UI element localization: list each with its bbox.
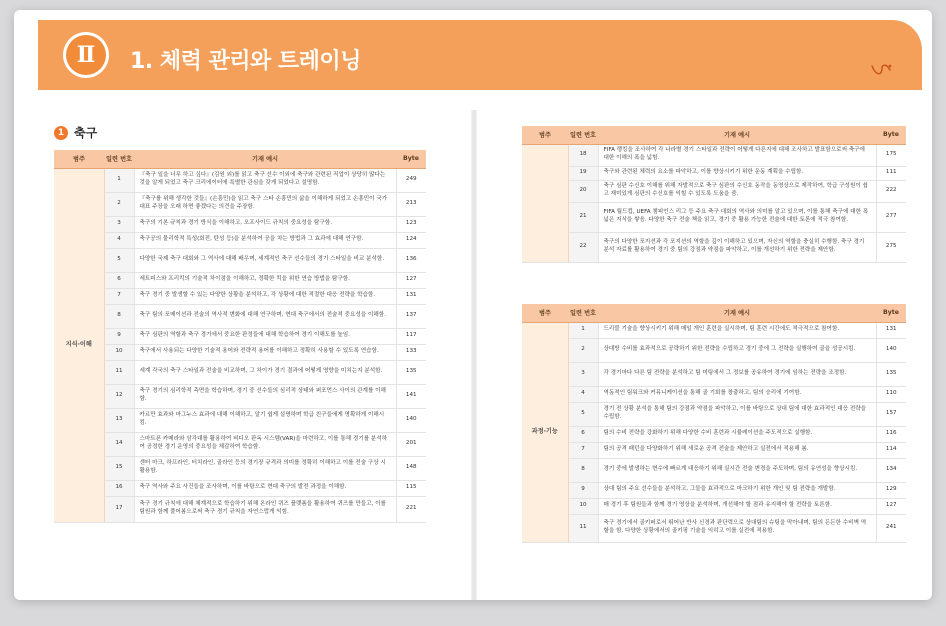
left-table (54, 150, 426, 523)
table-row (522, 482, 906, 498)
table-row (522, 322, 906, 338)
table-row (522, 338, 906, 362)
section-title: 축구 (74, 126, 98, 140)
table-row (54, 360, 426, 384)
row-byte: 141 (396, 384, 426, 408)
book-spread (14, 10, 932, 600)
col-category: 범주 (54, 150, 104, 168)
row-description: 상대 팀의 주요 선수들을 분석하고, 그들을 효과적으로 마크하기 위한 개인 및 팀 전략을 개발함. (598, 482, 876, 498)
row-number: 11 (568, 514, 598, 542)
row-description: 축구 경기 규칙에 대해 체계적으로 학습하기 위해 온라인 퀴즈 플랫폼을 활용하여 퀴즈를 만들고, 이를 팀원과 함께 풀어봄으로써 축구 경기 규칙을 자연스럽게 익힘. (134, 496, 396, 522)
row-number: 16 (104, 480, 134, 496)
row-description: 축구와 관련된 체력의 요소를 파악하고, 이를 향상시키기 위한 운동 계획을 수립함. (598, 166, 876, 180)
row-number: 8 (104, 304, 134, 328)
row-byte: 275 (876, 232, 906, 262)
category-cell (522, 144, 568, 262)
row-number: 4 (104, 232, 134, 248)
section-heading (54, 124, 97, 141)
page-spine (471, 110, 477, 600)
table-row (522, 458, 906, 482)
row-byte: 222 (876, 180, 906, 202)
row-byte: 136 (396, 248, 426, 272)
row-number: 21 (568, 202, 598, 232)
row-description: 축구 역사와 주요 사건들을 조사하며, 이를 바탕으로 현대 축구의 발전 과정을 이해함. (134, 480, 396, 496)
row-byte: 123 (396, 216, 426, 232)
row-number: 10 (104, 344, 134, 360)
row-description: 드리블 기술을 향상시키기 위해 매일 개인 훈련을 실시하며, 팀 훈련 시간에도 적극적으로 참여함. (598, 322, 876, 338)
table-row (54, 344, 426, 360)
row-number: 18 (568, 144, 598, 166)
table-header-row (522, 304, 906, 322)
col-no: 일련 번호 (568, 126, 598, 144)
row-number: 5 (104, 248, 134, 272)
table-row (54, 192, 426, 216)
row-byte: 111 (876, 166, 906, 180)
table-row (522, 202, 906, 232)
swirl-decoration-icon (870, 62, 892, 78)
table-row (54, 384, 426, 408)
table-row (522, 402, 906, 426)
table-row (522, 442, 906, 458)
row-number: 1 (104, 168, 134, 192)
row-description: FIFA 월드컵, UEFA 챔피언스 리그 등 주요 축구 대회의 역사와 의미를 알고 있으며, 이를 통해 축구에 대한 폭넓은 지식을 쌓음. 다양한 축구 전술 책을 읽고, 경기 중 활용 가능한 전술에 대한 토론에 적극 참여함. (598, 202, 876, 232)
row-number: 19 (568, 166, 598, 180)
row-description: 축구에서 사용되는 다양한 기술적 용어와 전략적 용어를 이해하고 정확히 사용할 수 있도록 연습함. (134, 344, 396, 360)
table-row (54, 168, 426, 192)
row-number: 10 (568, 498, 598, 514)
row-byte: 201 (396, 432, 426, 456)
table-row (54, 248, 426, 272)
row-number: 6 (568, 426, 598, 442)
row-byte: 124 (396, 232, 426, 248)
row-byte: 127 (396, 272, 426, 288)
row-description: 『축구 일을 너무 하고 싶다』(김원 외)를 읽고 축구 선수 이외에 축구와 관련된 직업이 상당히 많다는 것을 알게 되었고 축구 크리에이터에 특별한 관심을 갖게 되었다고 설명함. (134, 168, 396, 192)
row-description: 축구의 다양한 포지션과 각 포지션의 역할을 깊이 이해하고 있으며, 자신의 역할을 충실히 수행함. 축구 경기 분석 자료를 활용하여 경기 중 팀의 강점과 약점을 파악하고, 이를 개선하기 위한 전략을 제안함. (598, 232, 876, 262)
row-description: 축구 심판의 역할과 축구 경기에서 중요한 판정들에 대해 학습하여 경기 이해도를 높임. (134, 328, 396, 344)
row-description: 축구공의 물리학적 특성(회전, 탄성 등)을 분석하여 공을 차는 방법과 그 효과에 대해 연구함. (134, 232, 396, 248)
row-number: 22 (568, 232, 598, 262)
row-byte: 133 (396, 344, 426, 360)
col-category: 범주 (522, 126, 568, 144)
row-byte: 249 (396, 168, 426, 192)
row-description: 경기 전 상황 분석을 통해 팀의 강점과 약점을 파악하고, 이를 바탕으로 상대 팀에 대한 효과적인 대응 전략을 수립함. (598, 402, 876, 426)
row-number: 9 (104, 328, 134, 344)
col-desc: 기재 예시 (598, 126, 876, 144)
row-description: 축구 심판 수신호 이해를 위해 자발적으로 축구 심판의 수신호 동작을 동영상으로 제작하여, 학급 구성원이 쉽고 재미있게 심판의 수신호를 익힐 수 있도록 도움을 줌. (598, 180, 876, 202)
row-number: 13 (104, 408, 134, 432)
row-number: 8 (568, 458, 598, 482)
row-byte: 157 (876, 402, 906, 426)
row-byte: 131 (876, 322, 906, 338)
row-number: 2 (104, 192, 134, 216)
row-description: 다양한 국제 축구 대회와 그 역사에 대해 배우며, 세계적인 축구 선수들의 경기 스타일을 비교 분석함. (134, 248, 396, 272)
row-byte: 148 (396, 456, 426, 480)
table-row (522, 144, 906, 166)
table-row (522, 180, 906, 202)
row-byte: 114 (876, 442, 906, 458)
row-number: 4 (568, 386, 598, 402)
row-description: 팀의 공격 패턴을 다양화하기 위해 새로운 공격 전술을 제안하고 실전에서 적용해 봄. (598, 442, 876, 458)
row-byte: 137 (396, 304, 426, 328)
row-description: 축구의 기본 규칙과 경기 방식을 이해하고, 오프사이드 규칙의 중요성을 탐구함. (134, 216, 396, 232)
row-byte: 135 (396, 360, 426, 384)
col-no: 일련 번호 (568, 304, 598, 322)
row-number: 3 (568, 362, 598, 386)
row-description: 팀의 수비 전략을 강화하기 위해 다양한 수비 훈련과 시뮬레이션을 주도적으로 실행함. (598, 426, 876, 442)
right-table-bottom (522, 304, 906, 543)
row-number: 15 (104, 456, 134, 480)
row-description: 축구 경기에서 골키퍼로서 뛰어난 반사 신경과 판단력으로 상대팀의 슈팅을 막아내며, 팀의 든든한 수비벽 역할을 함. 다양한 상황에서의 골키핑 기술을 익히고 이를 실전에 적용함. (598, 514, 876, 542)
chapter-numeral-badge (63, 32, 109, 78)
right-table-top (522, 126, 906, 263)
row-byte: 277 (876, 202, 906, 232)
table-row (54, 408, 426, 432)
col-category: 범주 (522, 304, 568, 322)
row-description: FIFA 랭킹을 조사하여 각 나라별 경기 스타일과 전략이 어떻게 다른지에 대해 조사하고 발표함으로써 축구에 대한 이해의 폭을 넓힘. (598, 144, 876, 166)
row-number: 20 (568, 180, 598, 202)
row-number: 5 (568, 402, 598, 426)
row-number: 7 (568, 442, 598, 458)
row-description: 세계 각국의 축구 스타일과 전술을 비교하며, 그 차이가 경기 결과에 어떻게 영향을 미치는지 분석함. (134, 360, 396, 384)
table-row (54, 216, 426, 232)
row-number: 2 (568, 338, 598, 362)
row-byte: 115 (396, 480, 426, 496)
row-description: 상대방 수비를 효과적으로 공략하기 위한 전략을 수립하고 경기 중에 그 전략을 실행하여 골을 성공시킴. (598, 338, 876, 362)
table-row (54, 480, 426, 496)
row-number: 11 (104, 360, 134, 384)
row-description: 축구 팀의 포메이션과 전술의 역사적 변화에 대해 연구하며, 현대 축구에서의 전술적 중요성을 이해함. (134, 304, 396, 328)
col-byte: Byte (876, 126, 906, 144)
table-row (54, 304, 426, 328)
col-desc: 기재 예시 (598, 304, 876, 322)
row-byte: 110 (876, 386, 906, 402)
table-row (54, 496, 426, 522)
table-row (522, 514, 906, 542)
row-number: 14 (104, 432, 134, 456)
table-row (54, 288, 426, 304)
table-row (522, 386, 906, 402)
row-description: 카르만 효과와 마그누스 효과에 대해 이해하고, 알기 쉽게 설명하며 학급 친구들에게 명확하게 이해시킴. (134, 408, 396, 432)
row-number: 3 (104, 216, 134, 232)
row-number: 1 (568, 322, 598, 338)
table-row (54, 456, 426, 480)
table-row (522, 166, 906, 180)
table-row (54, 432, 426, 456)
row-description: 각 경기마다 다른 팀 전략을 분석하고 팀 미팅에서 그 정보를 공유하여 경기에 임하는 전략을 조정함. (598, 362, 876, 386)
row-number: 7 (104, 288, 134, 304)
row-description: 축구 경기의 심리학적 측면을 학습하며, 경기 중 선수들의 심리적 상태와 퍼포먼스 사이의 관계를 이해함. (134, 384, 396, 408)
col-desc: 기재 예시 (134, 150, 396, 168)
row-number: 12 (104, 384, 134, 408)
category-cell: 지식·이해 (54, 168, 104, 522)
row-description: 『축구를 위해 생각한 것들』(손흥민)을 읽고 축구 스타 손흥민의 삶을 이해하게 되었고 손흥민이 국가대표 주장을 오래 하면 좋겠다는 의견을 주장함. (134, 192, 396, 216)
chapter-numeral: Ⅱ (66, 35, 106, 75)
row-byte: 135 (876, 362, 906, 386)
section-number: 1 (54, 126, 68, 140)
table-row (54, 272, 426, 288)
row-description: 세트피스와 프리킥의 기술적 차이점을 이해하고, 정확한 킥을 위한 연습 방법을 탐구함. (134, 272, 396, 288)
table-row (522, 232, 906, 262)
row-byte: 241 (876, 514, 906, 542)
row-byte: 140 (876, 338, 906, 362)
row-byte: 116 (876, 426, 906, 442)
row-byte: 129 (876, 482, 906, 498)
row-number: 9 (568, 482, 598, 498)
row-byte: 140 (396, 408, 426, 432)
col-byte: Byte (876, 304, 906, 322)
table-row (522, 426, 906, 442)
row-byte: 221 (396, 496, 426, 522)
row-byte: 134 (876, 458, 906, 482)
row-byte: 131 (396, 288, 426, 304)
row-description: 축구 경기 중 발생할 수 있는 다양한 상황을 분석하고, 각 상황에 대한 적절한 대응 전략을 학습함. (134, 288, 396, 304)
row-byte: 175 (876, 144, 906, 166)
table-row (522, 362, 906, 386)
row-byte: 117 (396, 328, 426, 344)
row-description: 센터 마크, 하프라인, 터치라인, 골라인 등의 경기장 규격과 의미를 정확히 이해하고 이를 전술 구상 시 활용함. (134, 456, 396, 480)
table-row (54, 232, 426, 248)
chapter-title: 1. 체력 관리와 트레이닝 (130, 49, 361, 74)
row-number: 6 (104, 272, 134, 288)
row-byte: 213 (396, 192, 426, 216)
row-description: 스마트폰 카메라와 삼각대를 활용하여 비디오 판독 시스템(VAR)을 마련하고, 이를 통해 경기를 분석하여 공정한 경기 운영의 중요성을 체감하여 학습함. (134, 432, 396, 456)
col-no: 일련 번호 (104, 150, 134, 168)
row-byte: 127 (876, 498, 906, 514)
table-row (522, 498, 906, 514)
row-description: 역동적인 팀워크와 커뮤니케이션을 통해 골 기회를 창출하고, 팀의 승리에 기여함. (598, 386, 876, 402)
category-cell: 과정·기능 (522, 322, 568, 542)
table-header-row (54, 150, 426, 168)
table-row (54, 328, 426, 344)
row-description: 매 경기 후 팀원들과 함께 경기 영상을 분석하며, 개선해야 할 점과 유지해야 할 전략을 토론함. (598, 498, 876, 514)
table-header-row (522, 126, 906, 144)
row-number: 17 (104, 496, 134, 522)
col-byte: Byte (396, 150, 426, 168)
row-description: 경기 중에 발생하는 변수에 빠르게 대응하기 위해 실시간 전술 변경을 주도하며, 팀의 유연성을 향상시킴. (598, 458, 876, 482)
